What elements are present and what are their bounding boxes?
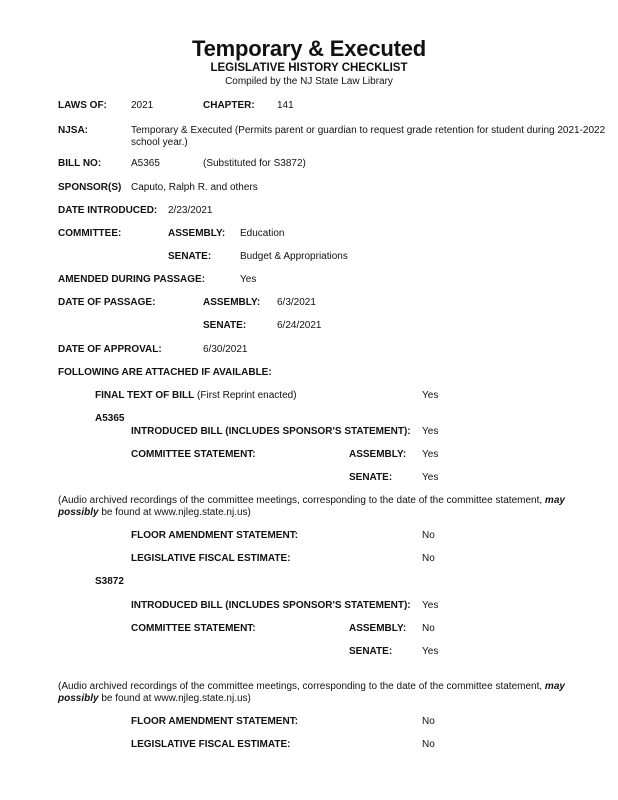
s-committee-assembly-label: ASSEMBLY: — [349, 623, 407, 634]
a-introduced-label: INTRODUCED BILL (INCLUDES SPONSOR'S STATEMENT): — [131, 426, 411, 437]
a-audio-note-pre: (Audio archived recordings of the committee meetings, corresponding to the date of the committee statement, — [58, 495, 545, 506]
laws-of-value: 2021 — [131, 100, 154, 111]
amended-label: AMENDED DURING PASSAGE: — [58, 274, 206, 285]
a-committee-senate-value: Yes — [422, 472, 439, 483]
s-floor-label: FLOOR AMENDMENT STATEMENT: — [131, 716, 299, 727]
attached-heading: FOLLOWING ARE ATTACHED IF AVAILABLE: — [58, 367, 272, 378]
s-committee-label: COMMITTEE STATEMENT: — [131, 623, 256, 634]
a-floor-label: FLOOR AMENDMENT STATEMENT: — [131, 530, 299, 541]
a-committee-assembly-label: ASSEMBLY: — [349, 449, 407, 460]
a-bill-id: A5365 — [95, 413, 125, 424]
date-introduced-label: DATE INTRODUCED: — [58, 205, 158, 216]
page-title: Temporary & Executed — [191, 36, 426, 61]
s-fiscal-value: No — [422, 739, 435, 750]
a-committee-assembly-value: Yes — [422, 449, 439, 460]
date-introduced-value: 2/23/2021 — [168, 205, 213, 216]
chapter-value: 141 — [277, 100, 294, 111]
committee-assembly-label: ASSEMBLY: — [168, 228, 226, 239]
s-floor-value: No — [422, 716, 435, 727]
passage-senate-label: SENATE: — [203, 320, 247, 331]
page-subtitle: LEGISLATIVE HISTORY CHECKLIST — [210, 62, 408, 74]
amended-value: Yes — [240, 274, 257, 285]
a-introduced-value: Yes — [422, 426, 439, 437]
s-audio-note-emph: may possibly — [58, 681, 565, 704]
committee-label: COMMITTEE: — [58, 228, 122, 239]
a-audio-note-emph: may possibly — [58, 495, 565, 518]
bill-no-label: BILL NO: — [58, 158, 102, 169]
final-text-value: Yes — [422, 390, 439, 401]
date-of-approval-value: 6/30/2021 — [203, 344, 248, 355]
a-committee-senate-label: SENATE: — [349, 472, 393, 483]
s-introduced-value: Yes — [422, 600, 439, 611]
sponsors-value: Caputo, Ralph R. and others — [131, 182, 258, 193]
s-audio-note — [58, 681, 603, 705]
a-committee-label: COMMITTEE STATEMENT: — [131, 449, 256, 460]
bill-no-note: (Substituted for S3872) — [203, 158, 306, 169]
a-audio-note — [58, 495, 603, 519]
s-committee-assembly-value: No — [422, 623, 435, 634]
passage-assembly-value: 6/3/2021 — [277, 297, 316, 308]
compiled-by: Compiled by the NJ State Law Library — [225, 76, 393, 87]
njsa-value: Temporary & Executed (Permits parent or guardian to request grade retention for student during 2021-2022 school year.) — [131, 125, 606, 148]
final-text-note: (First Reprint enacted) — [197, 390, 297, 401]
final-text-label: FINAL TEXT OF BILL — [95, 390, 195, 401]
passage-assembly-label: ASSEMBLY: — [203, 297, 261, 308]
passage-senate-value: 6/24/2021 — [277, 320, 322, 331]
s-introduced-label: INTRODUCED BILL (INCLUDES SPONSOR'S STATEMENT): — [131, 600, 411, 611]
s-committee-senate-value: Yes — [422, 646, 439, 657]
s-audio-note-post: be found at www.njleg.state.nj.us) — [98, 693, 251, 704]
a-fiscal-label: LEGISLATIVE FISCAL ESTIMATE: — [131, 553, 291, 564]
a-floor-value: No — [422, 530, 435, 541]
chapter-label: CHAPTER: — [203, 100, 255, 111]
bill-no-value: A5365 — [131, 158, 160, 169]
committee-senate-value: Budget & Appropriations — [240, 251, 348, 262]
date-of-passage-label: DATE OF PASSAGE: — [58, 297, 156, 308]
laws-of-label: LAWS OF: — [58, 100, 107, 111]
s-committee-senate-label: SENATE: — [349, 646, 393, 657]
s-fiscal-label: LEGISLATIVE FISCAL ESTIMATE: — [131, 739, 291, 750]
committee-assembly-value: Education — [240, 228, 285, 239]
a-audio-note-post: be found at www.njleg.state.nj.us) — [98, 507, 251, 518]
a-fiscal-value: No — [422, 553, 435, 564]
date-of-approval-label: DATE OF APPROVAL: — [58, 344, 162, 355]
s-audio-note-pre: (Audio archived recordings of the committee meetings, corresponding to the date of the committee statement, — [58, 681, 545, 692]
s-bill-id: S3872 — [95, 576, 124, 587]
sponsors-label: SPONSOR(S) — [58, 182, 122, 193]
committee-senate-label: SENATE: — [168, 251, 212, 262]
final-text-row — [95, 390, 297, 401]
njsa-label: NJSA: — [58, 125, 89, 136]
